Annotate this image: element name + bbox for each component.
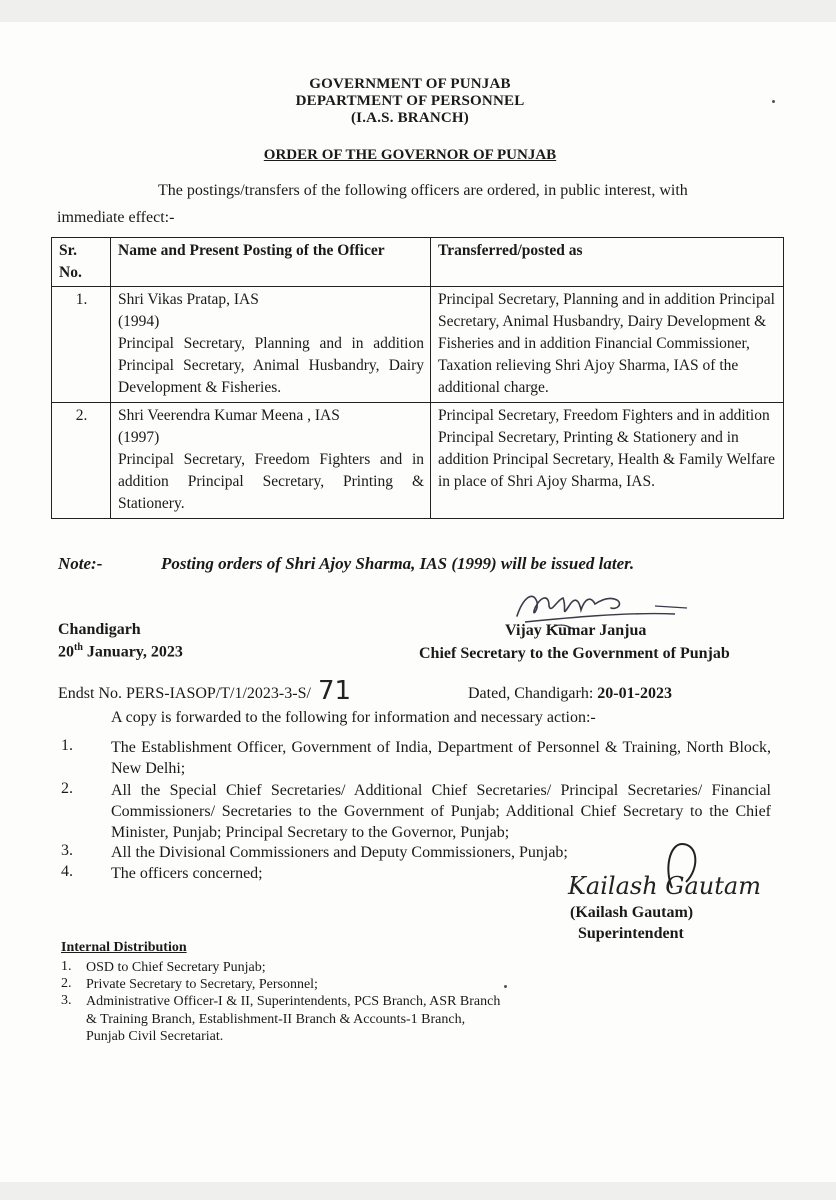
internal-item-number: 1.: [61, 959, 72, 974]
issue-date-day: 20: [58, 643, 74, 661]
internal-item-text: OSD to Chief Secretary Punjab;: [86, 960, 266, 975]
dated-value: 20-01-2023: [597, 685, 672, 702]
table-row: [52, 403, 784, 519]
endorsement-dated: [468, 685, 672, 703]
issue-date-suffix: th: [74, 642, 83, 653]
header-transferred: Transferred/posted as: [431, 238, 784, 287]
header-sr-no: [52, 238, 111, 287]
officer-name: Shri Vikas Pratap, IAS: [118, 291, 259, 308]
header-branch: (I.A.S. BRANCH): [350, 110, 469, 126]
officer-present-posting: Principal Secretary, Planning and in addition Principal Secretary, Animal Husbandry, Dairy Development & Fisheries.: [118, 335, 424, 396]
internal-item-text: Private Secretary to Secretary, Personnel;: [86, 977, 318, 992]
recipient-text: All the Divisional Commissioners and Deputy Commissioners, Punjab;: [111, 844, 568, 861]
note-text: Posting orders of Shri Ajoy Sharma, IAS (1999) will be issued later.: [161, 554, 635, 573]
officer-present-posting: Principal Secretary, Freedom Fighters and in addition Principal Secretary, Printing & Stationery.: [118, 451, 424, 512]
table-header-row: [52, 238, 784, 287]
superintendent-name: (Kailash Gautam): [570, 904, 694, 921]
row-transferred: Principal Secretary, Planning and in addition Principal Secretary, Animal Husbandry, Dairy Development & Fisheries and in addition Financial Commissioner, Taxation relieving Shri Ajoy Sharma, IAS of the additional charge.: [431, 287, 784, 403]
chief-secretary-name: Vijay Kumar Janjua: [505, 622, 647, 639]
header-sr-line2: No.: [59, 264, 82, 281]
row-sr: 1.: [52, 287, 111, 403]
dated-label: Dated, Chandigarh:: [468, 685, 598, 702]
header-government: GOVERNMENT OF PUNJAB: [309, 76, 511, 92]
header-name: Name and Present Posting of the Officer: [111, 238, 431, 287]
issue-date: [58, 642, 183, 661]
internal-item-number: 2.: [61, 976, 72, 991]
header-sr-line1: Sr.: [59, 242, 77, 259]
scan-bottom-margin: [0, 1182, 836, 1200]
scan-speck: [772, 100, 775, 103]
internal-distribution-title: Internal Distribution: [61, 940, 187, 955]
row-officer: [111, 287, 431, 403]
chief-secretary-designation: Chief Secretary to the Government of Punjab: [419, 645, 730, 662]
postings-table: [51, 237, 784, 519]
recipient-number: 1.: [61, 737, 73, 754]
superintendent-signature: [560, 838, 770, 908]
note-label: Note:-: [58, 554, 103, 573]
copy-forwarded-line: A copy is forwarded to the following for information and necessary action:-: [111, 709, 596, 726]
scan-speck: [504, 985, 507, 988]
header-department: DEPARTMENT OF PERSONNEL: [295, 93, 525, 109]
endorsement-number: Endst No. PERS-IASOP/T/1/2023-3-S/: [58, 685, 311, 702]
issue-place: Chandigarh: [58, 621, 141, 638]
intro-line-2: immediate effect:-: [57, 209, 175, 226]
endorsement-handwritten-number: 71: [318, 676, 352, 706]
table-row: [52, 287, 784, 403]
officer-batch: (1997): [118, 429, 160, 446]
recipient-text: The Establishment Officer, Government of India, Department of Personnel & Training, North Block, New Delhi;: [111, 739, 771, 777]
recipient-text: The officers concerned;: [111, 865, 263, 882]
row-transferred: Principal Secretary, Freedom Fighters and in addition Principal Secretary, Printing & Stationery and in addition Principal Secretary, Health & Family Welfare in place of Shri Ajoy Sharma, IAS.: [431, 403, 784, 519]
scan-top-margin: [0, 0, 836, 22]
recipient-number: 2.: [61, 780, 73, 797]
officer-name: Shri Veerendra Kumar Meena , IAS: [118, 407, 340, 424]
recipient-text: All the Special Chief Secretaries/ Additional Chief Secretaries/ Principal Secretaries/ Financial Commissioners/ Secretaries to the Government of Punjab; Additional Chief Secretary to the Chief Minister, Punjab; Principal Secretary to the Governor, Punjab;: [111, 782, 771, 841]
officer-batch: (1994): [118, 313, 160, 330]
internal-item-text: Administrative Officer-I & II, Superintendents, PCS Branch, ASR Branch & Training Branch, Establishment-II Branch & Accounts-1 Branch, Punjab Civil Secretariat.: [86, 994, 501, 1044]
intro-line-1: The postings/transfers of the following officers are ordered, in public interest, with: [158, 182, 688, 199]
order-title: ORDER OF THE GOVERNOR OF PUNJAB: [263, 147, 557, 163]
issue-date-rest: January, 2023: [82, 643, 183, 661]
recipient-number: 3.: [61, 842, 73, 859]
row-officer: [111, 403, 431, 519]
recipient-number: 4.: [61, 863, 73, 880]
internal-item-number: 3.: [61, 993, 72, 1008]
superintendent-signature-text: Kailash Gautam: [568, 872, 761, 900]
superintendent-designation: Superintendent: [578, 925, 684, 942]
row-sr: 2.: [52, 403, 111, 519]
